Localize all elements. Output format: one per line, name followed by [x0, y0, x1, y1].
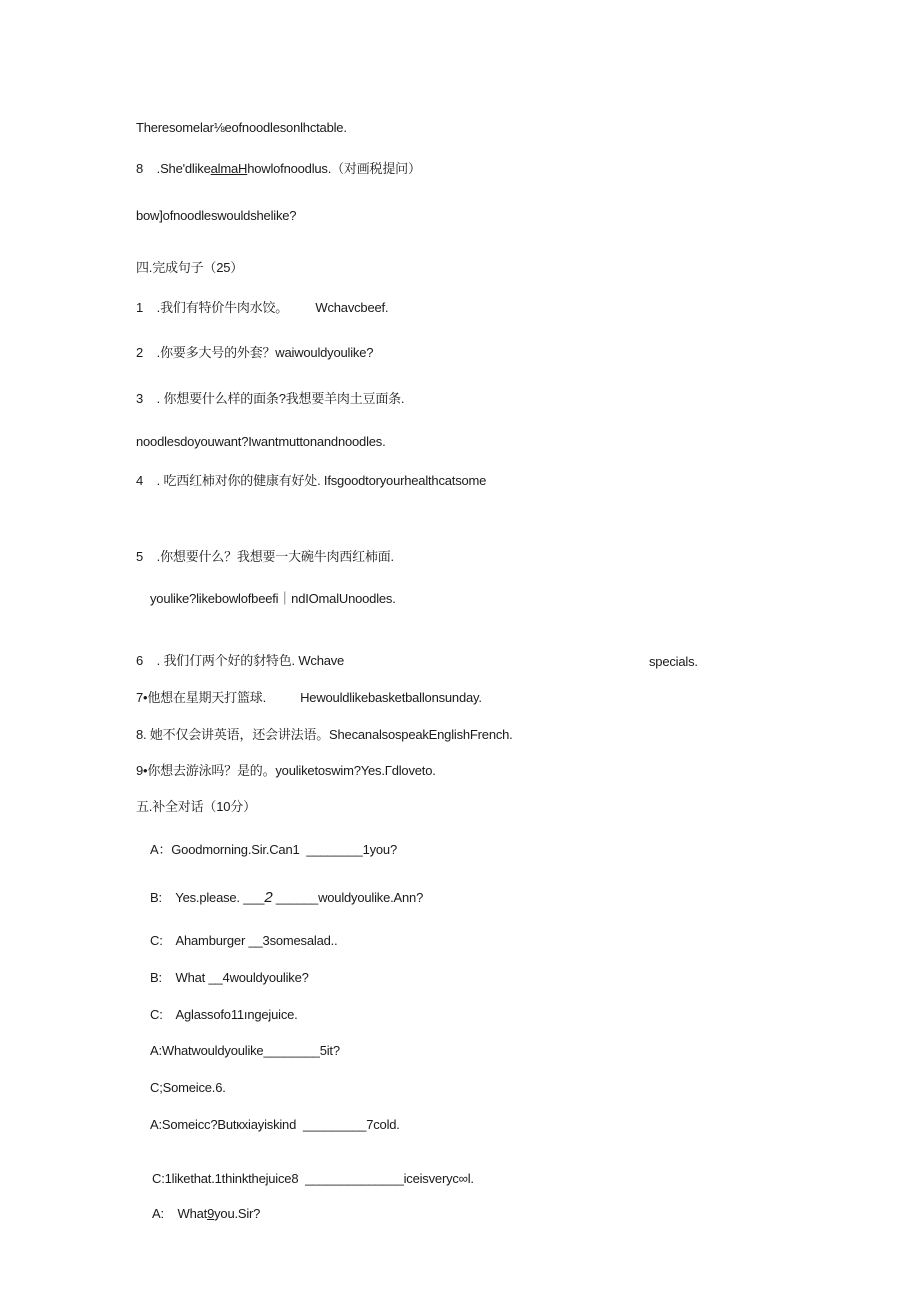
- text-span: B: Yes.please. ___: [150, 890, 265, 905]
- question-item: 7•他想在星期天打篮球. Hewouldlikebasketballonsunday.: [136, 690, 482, 705]
- section-heading: 五.补全对话（10分）: [136, 799, 256, 814]
- question-item: specials.: [649, 654, 698, 669]
- dialogue-line: C: Ahamburger __3somesalad..: [150, 933, 338, 948]
- dialogue-line: [150, 890, 423, 906]
- question-item: 9•你想去游泳吗？是的。youliketoswim?Yes.Γdloveto.: [136, 763, 436, 778]
- question-item: 2 .你要多大号的外套？waiwouldyoulike?: [136, 345, 374, 360]
- section-heading: 四.完成句子（25）: [136, 260, 244, 275]
- text-span: A: What: [152, 1206, 208, 1221]
- question-item: 4 . 吃西红柿对你的健康有好处. Ifsgoodtoryourhealthcatsome: [136, 473, 487, 488]
- question-item: 3 . 你想要什么样的面条?我想要羊肉土豆面条.: [136, 391, 405, 406]
- question-item: 1 .我们有特价牛肉水饺。 Wchavcbeef.: [136, 300, 389, 315]
- question-item: 6 . 我们仃两个好的豺特色. Wchave: [136, 653, 345, 668]
- text-line: [136, 161, 421, 177]
- text-span: you.Sir?: [214, 1206, 261, 1221]
- question-item: noodlesdoyouwant?Iwantmuttonandnoodles.: [136, 434, 386, 449]
- underlined-text: almaH: [210, 161, 248, 176]
- blank-number: 2: [264, 889, 273, 906]
- question-item: 8. 她不仅会讲英语，还会讲法语。ShecanalsospeakEnglishFrench.: [136, 727, 513, 742]
- text-span: ______wouldyoulike.Ann?: [272, 890, 424, 905]
- dialogue-line: [152, 1206, 260, 1222]
- text-line: bow]ofnoodleswouldshelike?: [136, 208, 297, 223]
- text-span: 8 .She'dlike: [136, 161, 211, 176]
- question-item: youlike?likebowlofbeefi｜ndIOmalUnoodles.: [150, 591, 396, 606]
- text-span: howlofnoodlus.（对画税提问）: [247, 161, 421, 176]
- dialogue-line: A:Whatwouldyoulike________5it?: [150, 1043, 340, 1058]
- dialogue-line: C;Someice.6.: [150, 1080, 226, 1095]
- dialogue-line: B: What __4wouldyoulike?: [150, 970, 309, 985]
- text-line: Theresomelar⅛eofnoodlesonlhctable.: [136, 120, 347, 135]
- dialogue-line: C: Aglassofo11ıngejuice.: [150, 1007, 298, 1022]
- dialogue-line: C:1likethat.1thinkthejuice8 ______________iceisveryc∞l.: [152, 1171, 474, 1186]
- question-item: 5 .你想要什么？我想要一大碗牛肉西红柿面.: [136, 549, 394, 564]
- dialogue-line: A：Goodmorning.Sir.Can1 ________1you?: [150, 842, 397, 857]
- dialogue-line: A:Someicc?Butкxiayiskind _________7cold.: [150, 1117, 400, 1132]
- underlined-text: 9: [207, 1206, 215, 1221]
